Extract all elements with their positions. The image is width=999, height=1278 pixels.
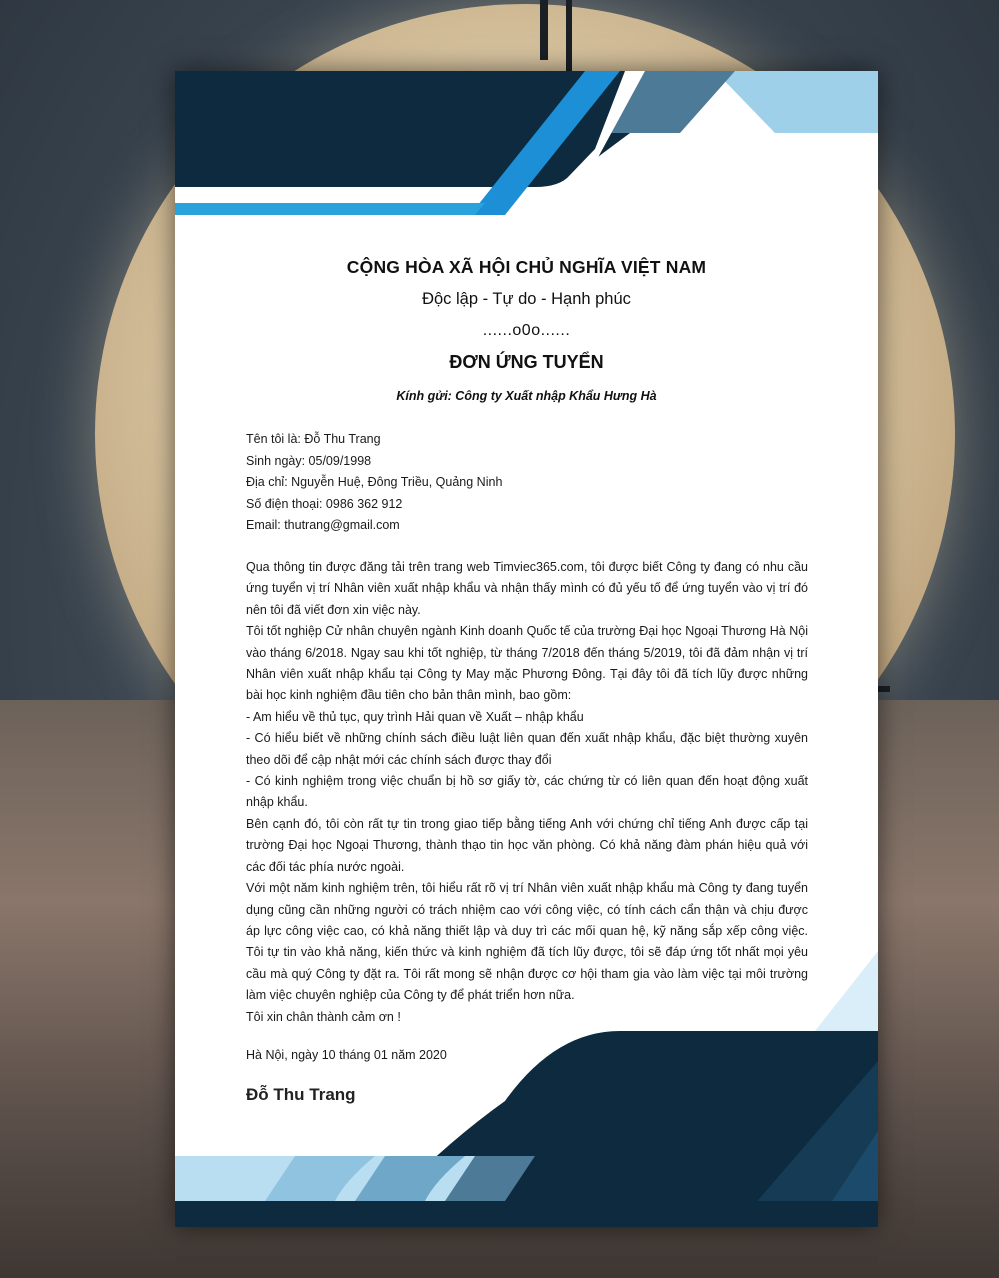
bullet-documents: - Có kinh nghiệm trong việc chuẩn bị hồ sơ giấy tờ, các chứng từ có liên quan đến hoạt động xuất nhập khẩu. (246, 774, 808, 810)
separator-line: ......o0o...... (482, 322, 571, 339)
letter-body (246, 557, 808, 1028)
addressee-line: Kính gửi: Công ty Xuất nhập Khẩu Hưng Hà (396, 389, 657, 403)
top-decoration-banner (175, 71, 878, 231)
info-phone: Số điện thoại: 0986 362 912 (246, 496, 403, 511)
date-line: Hà Nội, ngày 10 tháng 01 năm 2020 (246, 1048, 447, 1062)
signature-name: Đỗ Thu Trang (246, 1085, 356, 1104)
bullet-policy: - Có hiểu biết về những chính sách điều luật liên quan đến xuất nhập khẩu, đặc biệt thường xuyên theo dõi để cập nhật mới các chính sách được thay đổi (246, 731, 808, 767)
ship-mast-image (540, 0, 548, 60)
paragraph-motivation: Với một năm kinh nghiệm trên, tôi hiểu rất rõ vị trí Nhân viên xuất nhập khẩu mà Công ty đang tuyển dụng cũng cần những người có trách nhiệm cao với công việc, có tính cách cẩn thận và chịu được áp lực công việc cao, có khả năng thiết lập và duy trì các mối quan hệ, kỹ năng sắp xếp công việc. Tôi tự tin vào khả năng, kiến thức và kinh nghiệm đã tích lũy được, tôi sẽ đáp ứng tốt nhất mọi yêu cầu mà quý Công ty đặt ra. Tôi rất mong sẽ nhận được cơ hội tham gia vào làm việc tại môi trường làm việc chuyên nghiệp của Công ty để phát triển hơn nữa. (246, 881, 808, 1003)
paragraph-education: Tôi tốt nghiệp Cử nhân chuyên ngành Kinh doanh Quốc tế của trường Đại học Ngoại Thương Hà Nội vào tháng 6/2018. Ngay sau khi tốt nghiệp, từ tháng 7/2018 đến tháng 5/2019, tôi đã đảm nhận vị trí Nhân viên xuất nhập khẩu tại Công ty May mặc Phương Đông. Tại đây tôi đã tích lũy được những bài học kinh nghiệm đầu tiên cho bản thân mình, bao gồm: (246, 624, 808, 703)
info-address: Địa chỉ: Nguyễn Huệ, Đông Triều, Quảng Ninh (246, 475, 503, 489)
info-birthdate: Sinh ngày: 05/09/1998 (246, 453, 372, 468)
info-email: Email: thutrang@gmail.com (246, 518, 400, 532)
deco-bottom-bar (175, 1201, 878, 1227)
application-letter-sheet (175, 71, 878, 1227)
applicant-info (246, 429, 502, 537)
paragraph-skills: Bên cạnh đó, tôi còn rất tự tin trong giao tiếp bằng tiếng Anh với chứng chỉ tiếng Anh được cấp tại trường Đại học Ngoại Thương, thành thạo tin học văn phòng. Có khả năng đàm phán hiệu quả với các đối tác phía nước ngoài. (246, 816, 808, 874)
document-title: ĐƠN ỨNG TUYỂN (449, 352, 604, 372)
paragraph-intro: Qua thông tin được đăng tải trên trang web Timviec365.com, tôi được biết Công ty đang có nhu cầu ứng tuyển vị trí Nhân viên xuất nhập khẩu và nhận thấy mình có đủ yếu tố để ứng tuyển vào vị trí đó nên tôi đã viết đơn xin việc này. (246, 560, 808, 617)
deco-blue-line (175, 203, 485, 215)
nation-heading: CỘNG HÒA XÃ HỘI CHỦ NGHĨA VIỆT NAM (346, 257, 707, 277)
motto-line: Độc lập - Tự do - Hạnh phúc (422, 290, 631, 308)
bullet-customs: - Am hiểu về thủ tục, quy trình Hải quan về Xuất – nhập khẩu (246, 709, 584, 724)
paragraph-thanks: Tôi xin chân thành cảm ơn ! (246, 1009, 401, 1024)
info-name: Tên tôi là: Đỗ Thu Trang (246, 432, 381, 446)
